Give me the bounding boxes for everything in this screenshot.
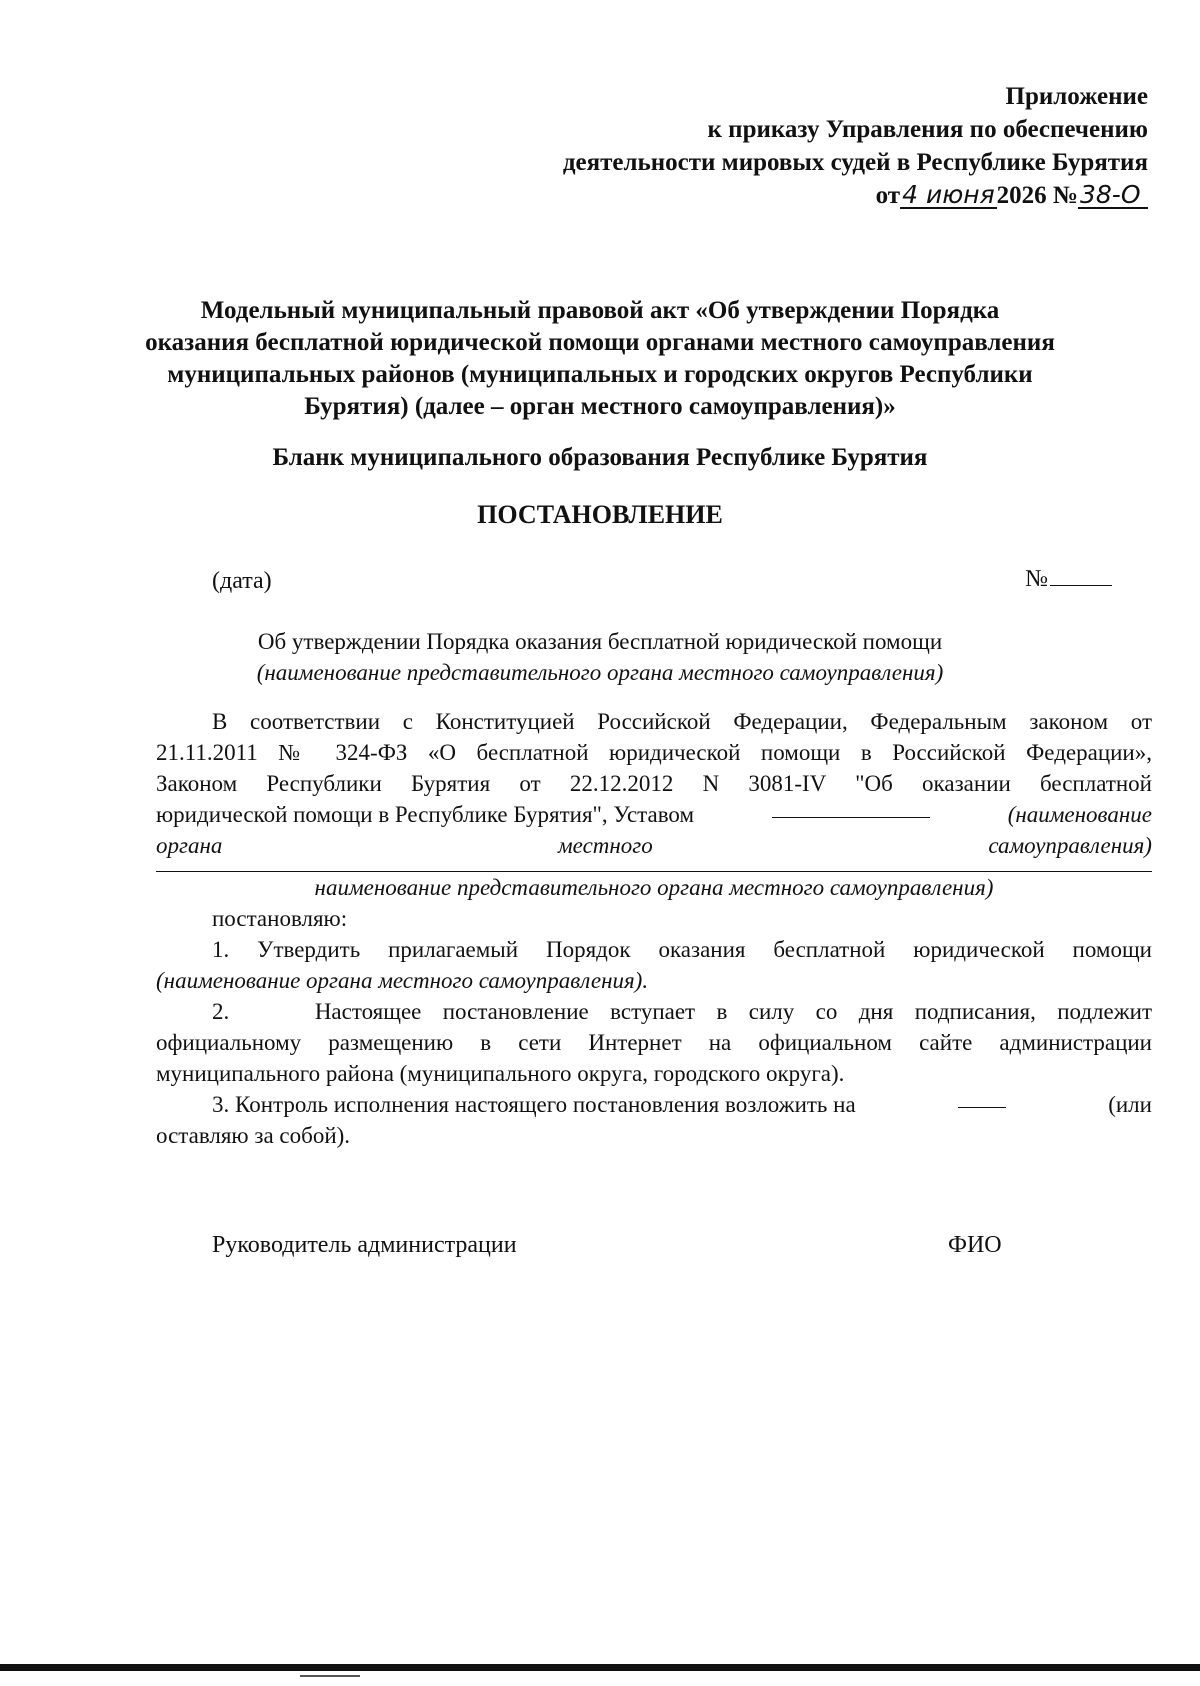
control-blank	[958, 1089, 1006, 1108]
preamble-note-word: самоуправления)	[988, 833, 1152, 858]
scan-edge-bar	[0, 1664, 1200, 1671]
preamble-text: юридической помощи в Республике Бурятия", Уставом	[156, 802, 695, 827]
number-sign: №	[1025, 566, 1048, 592]
preamble-line: Законом Республики Бурятия от 22.12.2012 N 3081-IV "Об оказании бесплатной	[156, 771, 1152, 796]
date-placeholder: (дата)	[212, 568, 272, 594]
item-3-line: оставляю за собой).	[156, 1123, 351, 1148]
item-2-line: муниципального района (муниципального округа, городского округа).	[156, 1061, 845, 1086]
decree-subject	[100, 626, 1100, 688]
item-1-note: (наименование органа местного самоуправления).	[156, 968, 649, 993]
preamble-note: (наименование	[1007, 802, 1152, 827]
title-line: муниципальных районов (муниципальных и городских округов Республики	[167, 361, 1033, 388]
handwritten-order-number: 38-О	[1078, 183, 1148, 209]
decree-heading: ПОСТАНОВЛЕНИЕ	[477, 500, 723, 529]
preamble-note-word: местного	[557, 833, 653, 858]
item-3-text: 3. Контроль исполнения настоящего постановления возложить на	[212, 1092, 856, 1117]
preamble-line: 21.11.2011 № 324-ФЗ «О бесплатной юридической помощи в Российской Федерации»,	[156, 740, 1152, 765]
item-1-line: 1. Утвердить прилагаемый Порядок оказания бесплатной юридической помощи	[212, 937, 1152, 962]
item-2-line: официальному размещению в сети Интернет на официальном сайте администрации	[156, 1030, 1152, 1055]
item-2-line: 2. Настоящее постановление вступает в силу со дня подписания, подлежит	[212, 999, 1152, 1024]
number-blank-line	[1050, 585, 1112, 586]
title-line: Модельный муниципальный правовой акт «Об утверждении Порядка	[200, 297, 1000, 324]
charter-blank	[772, 799, 930, 818]
title-line: Бурятия) (далее – орган местного самоуправления)»	[304, 393, 896, 420]
date-year: 2026 №	[996, 182, 1078, 209]
appendix-title: Приложение	[1005, 83, 1148, 110]
document-title	[100, 295, 1100, 423]
preamble-note-word: органа	[156, 833, 223, 858]
preamble-line	[156, 799, 1152, 830]
number-placeholder	[1025, 566, 1112, 593]
preamble-line: В соответствии с Конституцией Российской Федерации, Федеральным законом от	[212, 709, 1152, 734]
signature-role: Руководитель администрации	[212, 1232, 517, 1258]
subject-note: (наименование представительного органа местного самоуправления)	[256, 660, 944, 685]
appendix-header	[563, 80, 1148, 212]
appendix-authority: деятельности мировых судей в Республике Бурятия	[562, 149, 1148, 176]
signature-name: ФИО	[948, 1232, 1002, 1258]
blank-label: Бланк муниципального образования Республике Бурятия	[272, 444, 928, 471]
item-3-text-end: (или	[1108, 1092, 1152, 1117]
resolve-word: постановляю:	[212, 906, 348, 931]
scan-edge-mark	[300, 1675, 360, 1677]
handwritten-date: 4 июня	[902, 180, 995, 209]
title-line: оказания бесплатной юридической помощи органами местного самоуправления	[145, 329, 1055, 356]
appendix-order-ref: к приказу Управления по обеспечению	[707, 116, 1148, 143]
subject-line: Об утверждении Порядка оказания бесплатной юридической помощи	[257, 629, 943, 654]
preamble-line	[156, 830, 1152, 861]
document-body	[156, 706, 1152, 1151]
preamble-note-line: наименование представительного органа местного самоуправления)	[314, 875, 994, 900]
appendix-date-number	[563, 179, 1148, 212]
date-prefix: от	[875, 182, 901, 209]
item-3-line	[156, 1089, 1152, 1120]
